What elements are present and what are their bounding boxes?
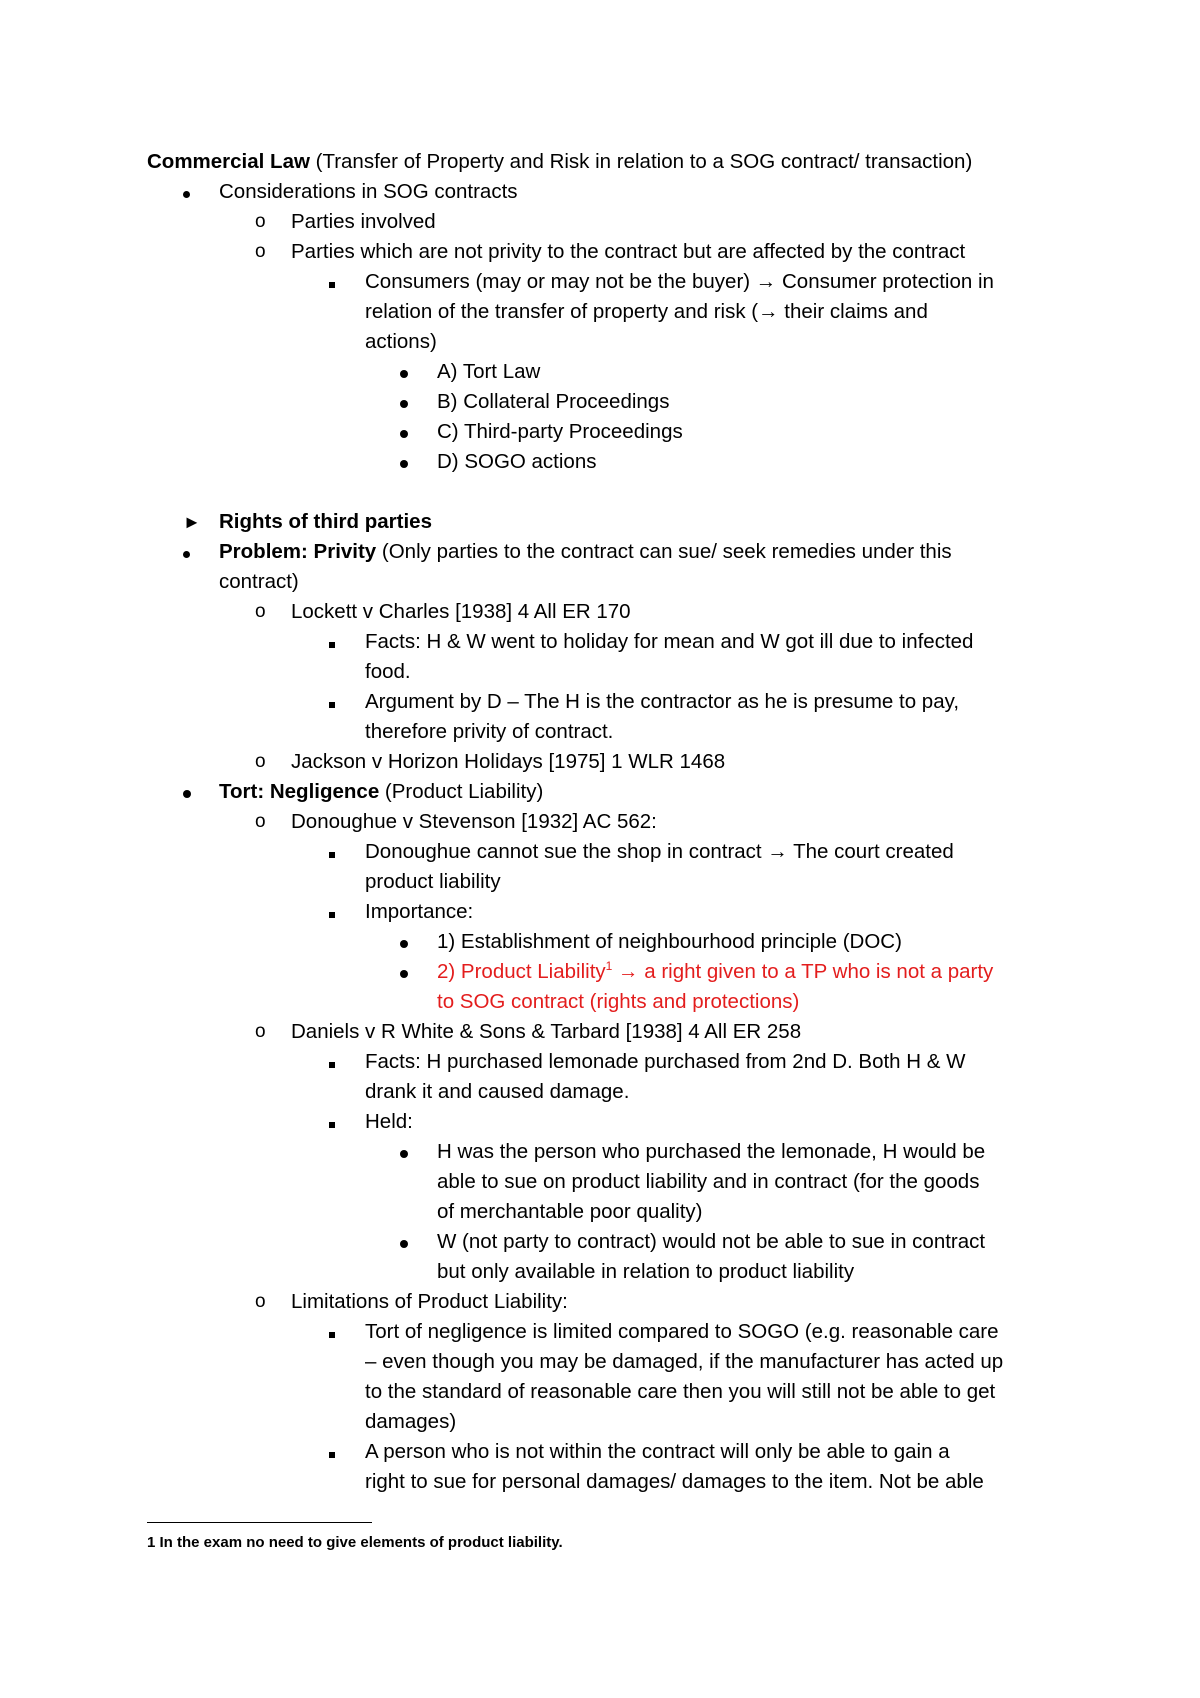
bullet-circle-icon: o <box>255 811 266 832</box>
list-item: Donoughue cannot sue the shop in contract → The court created <box>147 837 1067 867</box>
list-item: B) Collateral Proceedings <box>147 387 1067 417</box>
list-item: Facts: H purchased lemonade purchased from 2nd D. Both H & W <box>147 1047 1067 1077</box>
footnote: 1 In the exam no need to give elements of product liability. <box>147 1534 563 1551</box>
list-item: o Jackson v Horizon Holidays [1975] 1 WLR 1468 <box>147 747 1067 777</box>
bullet-dot-icon <box>400 387 408 417</box>
triangle-bullet-icon: ► <box>183 512 201 532</box>
bullet-circle-icon: o <box>255 211 266 232</box>
bullet-circle-icon: o <box>255 1021 266 1042</box>
bullet-square-icon <box>329 897 335 927</box>
list-item: o Parties which are not privity to the contract but are affected by the contract <box>147 237 1067 267</box>
list-item: Consumers (may or may not be the buyer) → Consumer protection in <box>147 267 1067 297</box>
section-heading: ► Rights of third parties <box>147 507 1067 537</box>
bullet-dot-icon <box>400 357 408 387</box>
bullet-square-icon <box>329 1047 335 1077</box>
list-item: Importance: <box>147 897 1067 927</box>
bullet-square-icon <box>329 1317 335 1347</box>
list-item-continued: therefore privity of contract. <box>365 720 614 743</box>
list-item: o Lockett v Charles [1938] 4 All ER 170 <box>147 597 1067 627</box>
list-item: Problem: Privity (Only parties to the contract can sue/ seek remedies under this <box>147 537 1067 567</box>
list-item: Considerations in SOG contracts <box>147 177 1067 207</box>
bullet-square-icon <box>329 837 335 867</box>
list-item-continued: of merchantable poor quality) <box>437 1200 703 1223</box>
bullet-circle-icon: o <box>255 601 266 622</box>
list-item: D) SOGO actions <box>147 447 1067 477</box>
bullet-square-icon <box>329 267 335 297</box>
footnote-ref[interactable]: 1 <box>605 959 613 974</box>
list-item: o Daniels v R White & Sons & Tarbard [1938] 4 All ER 258 <box>147 1017 1067 1047</box>
list-item: Facts: H & W went to holiday for mean and W got ill due to infected <box>147 627 1067 657</box>
list-item: Argument by D – The H is the contractor as he is presume to pay, <box>147 687 1067 717</box>
bullet-dot-icon <box>400 447 408 477</box>
document-body <box>147 147 1067 1497</box>
bullet-dot-icon <box>183 777 191 807</box>
list-item: Tort of negligence is limited compared to SOGO (e.g. reasonable care <box>147 1317 1067 1347</box>
spacer <box>147 477 1067 507</box>
list-item-continued: drank it and caused damage. <box>365 1080 630 1103</box>
heading-bold: Commercial Law <box>147 150 310 173</box>
bullet-dot-icon <box>400 1227 408 1257</box>
bullet-dot-icon <box>183 537 190 567</box>
list-item: A) Tort Law <box>147 357 1067 387</box>
list-item-continued: contract) <box>219 570 299 593</box>
bullet-square-icon <box>329 1437 335 1467</box>
list-item: A person who is not within the contract will only be able to gain a <box>147 1437 1067 1467</box>
list-item: o Parties involved <box>147 207 1067 237</box>
list-item: C) Third-party Proceedings <box>147 417 1067 447</box>
list-item-continued: to the standard of reasonable care then you will still not be able to get <box>365 1380 996 1403</box>
list-item: o Donoughue v Stevenson [1932] AC 562: <box>147 807 1067 837</box>
bullet-circle-icon: o <box>255 751 266 772</box>
heading <box>147 147 1067 177</box>
list-item-highlighted: 2) Product Liability$^1$ → a right given to a TP who is not a party <box>147 957 1067 987</box>
list-item-continued: right to sue for personal damages/ damages to the item. Not be able <box>365 1470 984 1493</box>
bullet-circle-icon: o <box>255 241 266 262</box>
list-item: 1) Establishment of neighbourhood principle (DOC) <box>147 927 1067 957</box>
list-item: o Limitations of Product Liability: <box>147 1287 1067 1317</box>
list-item-continued: but only available in relation to product liability <box>437 1260 855 1283</box>
list-item: Held: <box>147 1107 1067 1137</box>
bullet-dot-icon <box>400 957 408 987</box>
bullet-dot-icon <box>400 417 408 447</box>
list-item-continued: damages) <box>365 1410 457 1433</box>
bullet-dot-icon <box>400 1137 408 1167</box>
footnote-divider <box>147 1522 372 1523</box>
list-item: Tort: Negligence (Product Liability) <box>147 777 1067 807</box>
list-item-continued: able to sue on product liability and in contract (for the goods <box>437 1170 980 1193</box>
list-item-continued: to SOG contract (rights and protections) <box>437 990 800 1013</box>
list-item: W (not party to contract) would not be able to sue in contract <box>147 1227 1067 1257</box>
bullet-square-icon <box>329 627 335 657</box>
list-item-continued: product liability <box>365 870 501 893</box>
list-item-continued: food. <box>365 660 411 683</box>
bullet-dot-icon <box>400 927 408 957</box>
bullet-square-icon <box>329 1107 335 1137</box>
list-item-continued: relation of the transfer of property and risk (→ their claims and <box>365 300 928 323</box>
bullet-square-icon <box>329 687 335 717</box>
list-item-continued: actions) <box>365 330 437 353</box>
list-item-continued: – even though you may be damaged, if the manufacturer has acted up <box>365 1350 1004 1373</box>
bullet-circle-icon: o <box>255 1291 266 1312</box>
heading-rest: (Transfer of Property and Risk in relation to a SOG contract/ transaction) <box>309 150 973 173</box>
bullet-dot-icon <box>183 177 190 207</box>
list-item: H was the person who purchased the lemonade, H would be <box>147 1137 1067 1167</box>
